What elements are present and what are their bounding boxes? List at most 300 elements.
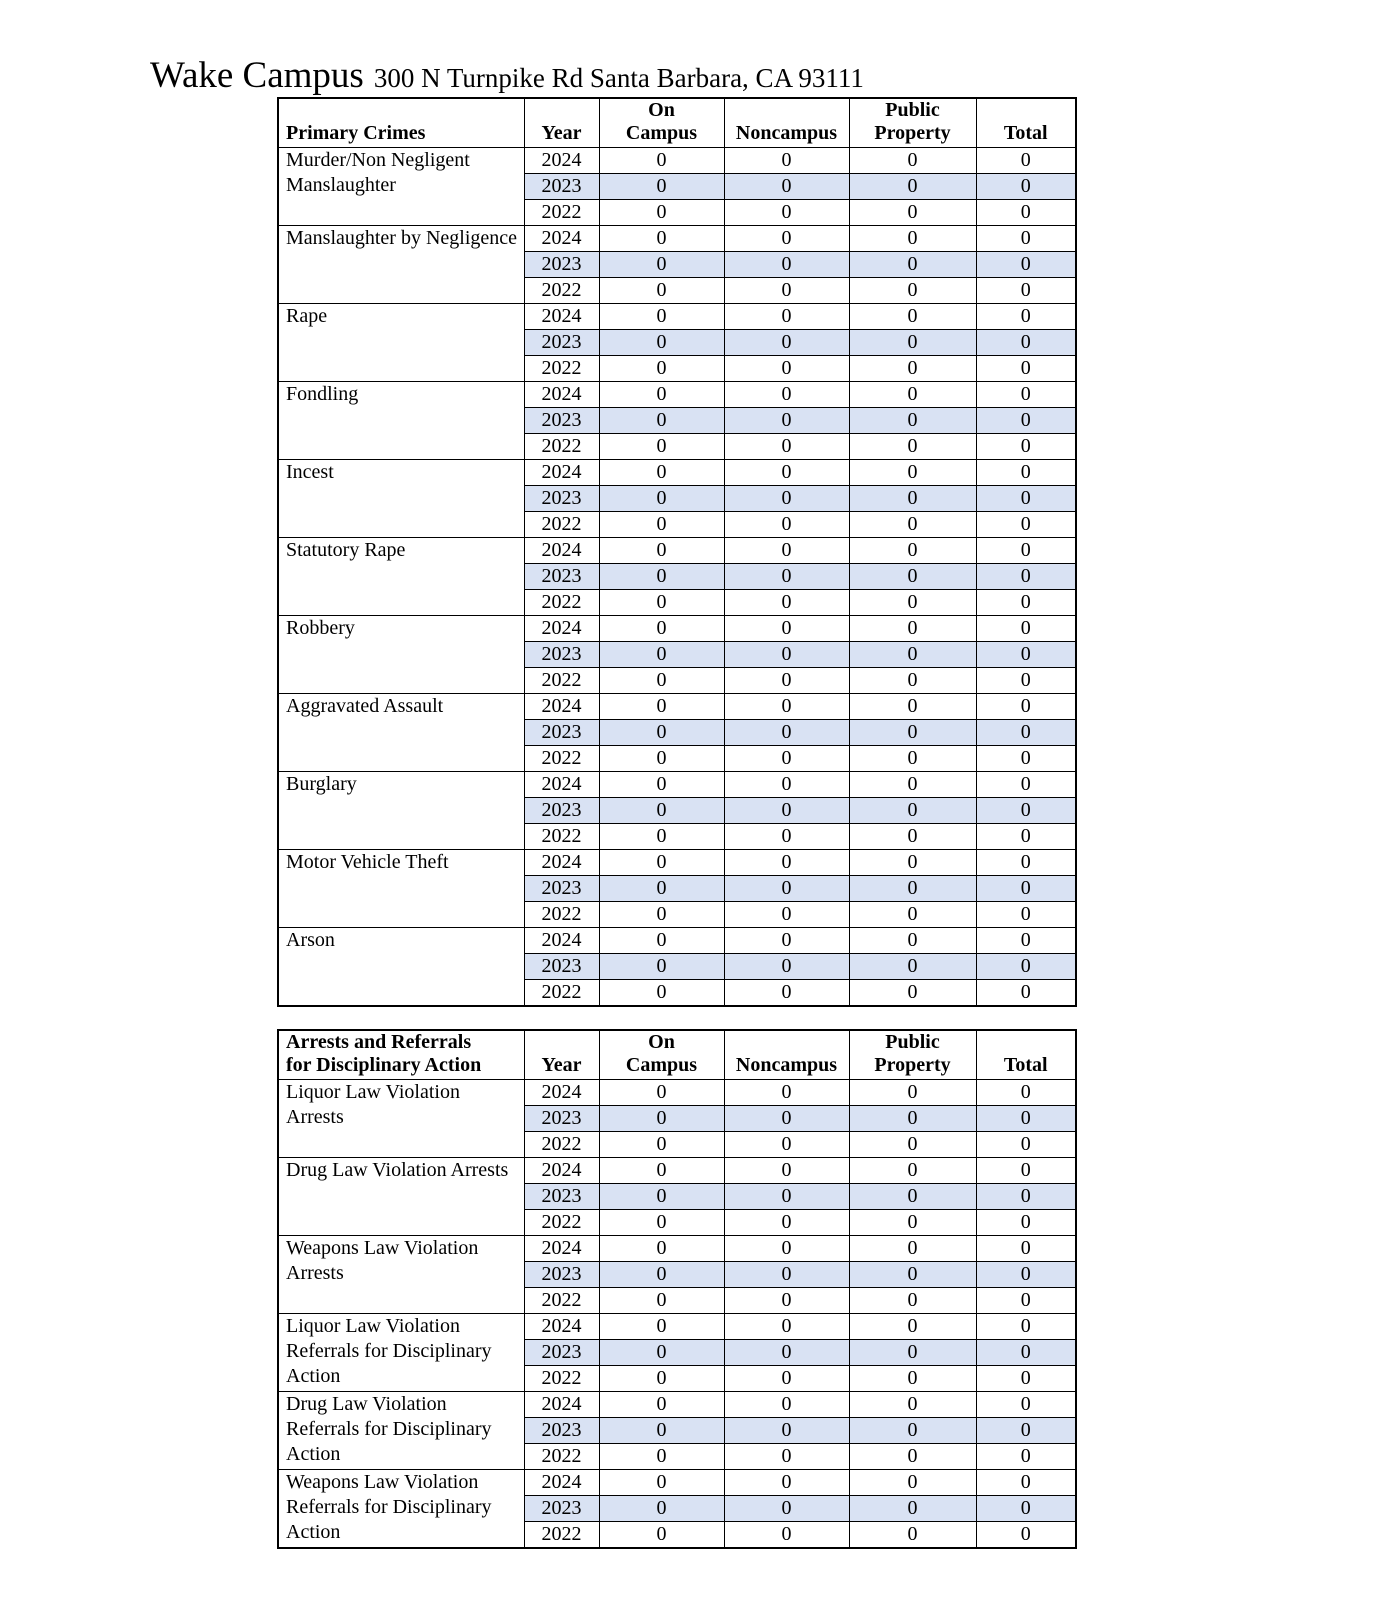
on-campus-cell: 0 — [599, 902, 724, 928]
public-property-cell: 0 — [849, 824, 976, 850]
noncampus-cell: 0 — [724, 1522, 849, 1549]
on-campus-cell: 0 — [599, 226, 724, 252]
year-cell: 2023 — [524, 876, 599, 902]
public-property-cell: 0 — [849, 1444, 976, 1470]
column-header-on-campus — [599, 98, 724, 148]
total-cell: 0 — [976, 928, 1076, 954]
year-cell: 2024 — [524, 460, 599, 486]
year-cell: 2024 — [524, 1392, 599, 1418]
on-campus-cell: 0 — [599, 954, 724, 980]
data-row — [278, 850, 1076, 876]
on-campus-cell: 0 — [599, 356, 724, 382]
noncampus-cell: 0 — [724, 1158, 849, 1184]
on-campus-cell: 0 — [599, 1106, 724, 1132]
primary-crimes-table — [277, 97, 1077, 1007]
noncampus-cell: 0 — [724, 668, 849, 694]
year-cell: 2022 — [524, 1444, 599, 1470]
public-property-cell: 0 — [849, 1080, 976, 1106]
on-campus-cell: 0 — [599, 928, 724, 954]
data-row — [278, 538, 1076, 564]
total-cell: 0 — [976, 1522, 1076, 1549]
total-cell: 0 — [976, 252, 1076, 278]
year-cell: 2022 — [524, 1366, 599, 1392]
header-line: Property — [874, 1054, 951, 1076]
total-cell: 0 — [976, 538, 1076, 564]
public-property-cell: 0 — [849, 1210, 976, 1236]
year-cell: 2024 — [524, 1236, 599, 1262]
total-cell: 0 — [976, 642, 1076, 668]
noncampus-cell: 0 — [724, 928, 849, 954]
total-cell: 0 — [976, 1236, 1076, 1262]
total-cell: 0 — [976, 486, 1076, 512]
public-property-cell: 0 — [849, 850, 976, 876]
public-property-cell: 0 — [849, 174, 976, 200]
public-property-cell: 0 — [849, 330, 976, 356]
noncampus-cell: 0 — [724, 1444, 849, 1470]
public-property-cell: 0 — [849, 200, 976, 226]
noncampus-cell: 0 — [724, 460, 849, 486]
noncampus-cell: 0 — [724, 1366, 849, 1392]
total-cell: 0 — [976, 330, 1076, 356]
on-campus-cell: 0 — [599, 1158, 724, 1184]
public-property-cell: 0 — [849, 1314, 976, 1340]
total-cell: 0 — [976, 1288, 1076, 1314]
on-campus-cell: 0 — [599, 200, 724, 226]
noncampus-cell: 0 — [724, 1314, 849, 1340]
on-campus-cell: 0 — [599, 252, 724, 278]
noncampus-cell: 0 — [724, 772, 849, 798]
total-cell: 0 — [976, 1366, 1076, 1392]
on-campus-cell: 0 — [599, 1184, 724, 1210]
year-cell: 2022 — [524, 980, 599, 1007]
year-cell: 2024 — [524, 928, 599, 954]
year-cell: 2022 — [524, 1132, 599, 1158]
year-cell: 2023 — [524, 1262, 599, 1288]
public-property-cell: 0 — [849, 226, 976, 252]
category-cell: Statutory Rape — [278, 538, 524, 616]
year-cell: 2024 — [524, 1470, 599, 1496]
header-line: Property — [874, 122, 951, 144]
total-cell: 0 — [976, 1106, 1076, 1132]
public-property-cell: 0 — [849, 252, 976, 278]
total-cell: 0 — [976, 382, 1076, 408]
public-property-cell: 0 — [849, 304, 976, 330]
noncampus-cell: 0 — [724, 642, 849, 668]
public-property-cell: 0 — [849, 590, 976, 616]
public-property-cell: 0 — [849, 1340, 976, 1366]
year-cell: 2023 — [524, 1496, 599, 1522]
year-cell: 2023 — [524, 174, 599, 200]
year-cell: 2022 — [524, 278, 599, 304]
noncampus-cell: 0 — [724, 434, 849, 460]
on-campus-cell: 0 — [599, 720, 724, 746]
on-campus-cell: 0 — [599, 772, 724, 798]
column-header-on-campus — [599, 1030, 724, 1080]
header-row — [278, 1030, 1076, 1080]
total-cell: 0 — [976, 278, 1076, 304]
data-row — [278, 148, 1076, 174]
on-campus-cell: 0 — [599, 174, 724, 200]
public-property-cell: 0 — [849, 954, 976, 980]
header-line: Noncampus — [735, 1054, 838, 1076]
noncampus-cell: 0 — [724, 304, 849, 330]
total-cell: 0 — [976, 356, 1076, 382]
on-campus-cell: 0 — [599, 1262, 724, 1288]
noncampus-cell: 0 — [724, 1340, 849, 1366]
year-cell: 2022 — [524, 590, 599, 616]
public-property-cell: 0 — [849, 486, 976, 512]
noncampus-cell: 0 — [724, 1262, 849, 1288]
public-property-cell: 0 — [849, 1158, 976, 1184]
noncampus-cell: 0 — [724, 1288, 849, 1314]
noncampus-cell: 0 — [724, 746, 849, 772]
public-property-cell: 0 — [849, 616, 976, 642]
document-page — [0, 54, 1374, 1549]
noncampus-cell: 0 — [724, 512, 849, 538]
on-campus-cell: 0 — [599, 382, 724, 408]
on-campus-cell: 0 — [599, 1314, 724, 1340]
year-cell: 2024 — [524, 850, 599, 876]
noncampus-cell: 0 — [724, 590, 849, 616]
total-cell: 0 — [976, 1262, 1076, 1288]
on-campus-cell: 0 — [599, 798, 724, 824]
data-row — [278, 460, 1076, 486]
noncampus-cell: 0 — [724, 278, 849, 304]
on-campus-cell: 0 — [599, 148, 724, 174]
on-campus-cell: 0 — [599, 1210, 724, 1236]
public-property-cell: 0 — [849, 876, 976, 902]
column-header-noncampus — [724, 98, 849, 148]
total-cell: 0 — [976, 980, 1076, 1007]
total-cell: 0 — [976, 460, 1076, 486]
header-line: Public — [885, 1031, 940, 1053]
data-row — [278, 1314, 1076, 1340]
year-cell: 2022 — [524, 200, 599, 226]
year-cell: 2023 — [524, 330, 599, 356]
year-cell: 2023 — [524, 252, 599, 278]
header-line: Public — [885, 99, 940, 121]
year-cell: 2024 — [524, 226, 599, 252]
total-cell: 0 — [976, 954, 1076, 980]
total-cell: 0 — [976, 200, 1076, 226]
total-cell: 0 — [976, 590, 1076, 616]
table-header — [278, 1030, 1076, 1080]
total-cell: 0 — [976, 1132, 1076, 1158]
category-cell: Fondling — [278, 382, 524, 460]
year-cell: 2024 — [524, 694, 599, 720]
on-campus-cell: 0 — [599, 876, 724, 902]
data-row — [278, 1080, 1076, 1106]
total-cell: 0 — [976, 1080, 1076, 1106]
category-cell: Liquor Law Violation Referrals for Disciplinary Action — [278, 1314, 524, 1392]
on-campus-cell: 0 — [599, 538, 724, 564]
total-cell: 0 — [976, 174, 1076, 200]
category-cell: Burglary — [278, 772, 524, 850]
column-header-total — [976, 98, 1076, 148]
campus-name: Wake Campus — [150, 55, 364, 96]
category-cell: Manslaughter by Negligence — [278, 226, 524, 304]
category-cell: Rape — [278, 304, 524, 382]
noncampus-cell: 0 — [724, 408, 849, 434]
public-property-cell: 0 — [849, 720, 976, 746]
public-property-cell: 0 — [849, 1288, 976, 1314]
noncampus-cell: 0 — [724, 902, 849, 928]
header-line: Noncampus — [735, 122, 838, 144]
noncampus-cell: 0 — [724, 850, 849, 876]
data-row — [278, 1392, 1076, 1418]
noncampus-cell: 0 — [724, 1392, 849, 1418]
noncampus-cell: 0 — [724, 694, 849, 720]
noncampus-cell: 0 — [724, 1080, 849, 1106]
total-cell: 0 — [976, 512, 1076, 538]
header-line: Year — [541, 122, 582, 144]
total-cell: 0 — [976, 668, 1076, 694]
total-cell: 0 — [976, 616, 1076, 642]
data-row — [278, 694, 1076, 720]
public-property-cell: 0 — [849, 1184, 976, 1210]
category-cell: Liquor Law Violation Arrests — [278, 1080, 524, 1158]
header-line: Total — [1003, 1054, 1048, 1076]
on-campus-cell: 0 — [599, 330, 724, 356]
on-campus-cell: 0 — [599, 1470, 724, 1496]
header-line: Campus — [625, 1054, 698, 1076]
public-property-cell: 0 — [849, 278, 976, 304]
public-property-cell: 0 — [849, 564, 976, 590]
noncampus-cell: 0 — [724, 1106, 849, 1132]
total-cell: 0 — [976, 1418, 1076, 1444]
public-property-cell: 0 — [849, 902, 976, 928]
on-campus-cell: 0 — [599, 486, 724, 512]
on-campus-cell: 0 — [599, 1392, 724, 1418]
category-cell: Aggravated Assault — [278, 694, 524, 772]
public-property-cell: 0 — [849, 356, 976, 382]
year-cell: 2022 — [524, 746, 599, 772]
category-cell: Drug Law Violation Referrals for Disciplinary Action — [278, 1392, 524, 1470]
arrests-referrals-table — [277, 1029, 1077, 1549]
on-campus-cell: 0 — [599, 642, 724, 668]
noncampus-cell: 0 — [724, 1470, 849, 1496]
noncampus-cell: 0 — [724, 876, 849, 902]
column-header-category — [278, 98, 524, 148]
noncampus-cell: 0 — [724, 1418, 849, 1444]
data-row — [278, 616, 1076, 642]
total-cell: 0 — [976, 1340, 1076, 1366]
total-cell: 0 — [976, 1210, 1076, 1236]
total-cell: 0 — [976, 1314, 1076, 1340]
header-line: Arrests and Referrals — [286, 1031, 472, 1053]
on-campus-cell: 0 — [599, 1236, 724, 1262]
year-cell: 2023 — [524, 954, 599, 980]
data-row — [278, 772, 1076, 798]
on-campus-cell: 0 — [599, 1288, 724, 1314]
noncampus-cell: 0 — [724, 356, 849, 382]
year-cell: 2024 — [524, 538, 599, 564]
year-cell: 2024 — [524, 382, 599, 408]
on-campus-cell: 0 — [599, 824, 724, 850]
total-cell: 0 — [976, 876, 1076, 902]
on-campus-cell: 0 — [599, 460, 724, 486]
category-cell: Drug Law Violation Arrests — [278, 1158, 524, 1236]
noncampus-cell: 0 — [724, 174, 849, 200]
category-cell: Robbery — [278, 616, 524, 694]
public-property-cell: 0 — [849, 408, 976, 434]
noncampus-cell: 0 — [724, 148, 849, 174]
year-cell: 2024 — [524, 1080, 599, 1106]
public-property-cell: 0 — [849, 928, 976, 954]
total-cell: 0 — [976, 408, 1076, 434]
public-property-cell: 0 — [849, 1236, 976, 1262]
year-cell: 2022 — [524, 1522, 599, 1549]
public-property-cell: 0 — [849, 1418, 976, 1444]
year-cell: 2024 — [524, 304, 599, 330]
public-property-cell: 0 — [849, 434, 976, 460]
public-property-cell: 0 — [849, 1106, 976, 1132]
total-cell: 0 — [976, 720, 1076, 746]
header-row — [278, 98, 1076, 148]
public-property-cell: 0 — [849, 382, 976, 408]
year-cell: 2022 — [524, 1288, 599, 1314]
column-header-public-property — [849, 98, 976, 148]
total-cell: 0 — [976, 746, 1076, 772]
column-header-year — [524, 98, 599, 148]
year-cell: 2024 — [524, 772, 599, 798]
header-line: Year — [541, 1054, 582, 1076]
noncampus-cell: 0 — [724, 1210, 849, 1236]
total-cell: 0 — [976, 226, 1076, 252]
category-cell: Arson — [278, 928, 524, 1007]
public-property-cell: 0 — [849, 1522, 976, 1549]
campus-address: 300 N Turnpike Rd Santa Barbara, CA 93111 — [373, 63, 864, 93]
year-cell: 2023 — [524, 1340, 599, 1366]
on-campus-cell: 0 — [599, 512, 724, 538]
year-cell: 2024 — [524, 1158, 599, 1184]
noncampus-cell: 0 — [724, 330, 849, 356]
noncampus-cell: 0 — [724, 1236, 849, 1262]
on-campus-cell: 0 — [599, 278, 724, 304]
total-cell: 0 — [976, 1158, 1076, 1184]
noncampus-cell: 0 — [724, 226, 849, 252]
table-header — [278, 98, 1076, 148]
year-cell: 2022 — [524, 512, 599, 538]
public-property-cell: 0 — [849, 668, 976, 694]
total-cell: 0 — [976, 148, 1076, 174]
header-line: On — [648, 99, 675, 121]
public-property-cell: 0 — [849, 512, 976, 538]
year-cell: 2022 — [524, 668, 599, 694]
header-line: On — [648, 1031, 675, 1053]
total-cell: 0 — [976, 1496, 1076, 1522]
noncampus-cell: 0 — [724, 980, 849, 1007]
year-cell: 2023 — [524, 408, 599, 434]
year-cell: 2023 — [524, 486, 599, 512]
column-header-total — [976, 1030, 1076, 1080]
header-line: Campus — [625, 122, 698, 144]
on-campus-cell: 0 — [599, 1080, 724, 1106]
on-campus-cell: 0 — [599, 1522, 724, 1549]
noncampus-cell: 0 — [724, 486, 849, 512]
public-property-cell: 0 — [849, 694, 976, 720]
total-cell: 0 — [976, 564, 1076, 590]
total-cell: 0 — [976, 434, 1076, 460]
noncampus-cell: 0 — [724, 616, 849, 642]
public-property-cell: 0 — [849, 746, 976, 772]
public-property-cell: 0 — [849, 148, 976, 174]
total-cell: 0 — [976, 304, 1076, 330]
on-campus-cell: 0 — [599, 616, 724, 642]
on-campus-cell: 0 — [599, 1496, 724, 1522]
public-property-cell: 0 — [849, 1392, 976, 1418]
year-cell: 2023 — [524, 798, 599, 824]
year-cell: 2023 — [524, 564, 599, 590]
data-row — [278, 1236, 1076, 1262]
total-cell: 0 — [976, 772, 1076, 798]
data-row — [278, 226, 1076, 252]
category-cell: Weapons Law Violation Referrals for Disciplinary Action — [278, 1470, 524, 1549]
column-header-public-property — [849, 1030, 976, 1080]
year-cell: 2023 — [524, 720, 599, 746]
year-cell: 2022 — [524, 902, 599, 928]
public-property-cell: 0 — [849, 1366, 976, 1392]
category-cell: Incest — [278, 460, 524, 538]
noncampus-cell: 0 — [724, 538, 849, 564]
on-campus-cell: 0 — [599, 746, 724, 772]
public-property-cell: 0 — [849, 1496, 976, 1522]
public-property-cell: 0 — [849, 1470, 976, 1496]
noncampus-cell: 0 — [724, 1184, 849, 1210]
total-cell: 0 — [976, 1392, 1076, 1418]
year-cell: 2023 — [524, 642, 599, 668]
year-cell: 2024 — [524, 148, 599, 174]
public-property-cell: 0 — [849, 772, 976, 798]
data-row — [278, 304, 1076, 330]
public-property-cell: 0 — [849, 1132, 976, 1158]
total-cell: 0 — [976, 824, 1076, 850]
year-cell: 2024 — [524, 616, 599, 642]
on-campus-cell: 0 — [599, 668, 724, 694]
on-campus-cell: 0 — [599, 408, 724, 434]
on-campus-cell: 0 — [599, 1132, 724, 1158]
on-campus-cell: 0 — [599, 590, 724, 616]
noncampus-cell: 0 — [724, 200, 849, 226]
total-cell: 0 — [976, 798, 1076, 824]
public-property-cell: 0 — [849, 460, 976, 486]
total-cell: 0 — [976, 1184, 1076, 1210]
data-row — [278, 1470, 1076, 1496]
column-header-category — [278, 1030, 524, 1080]
total-cell: 0 — [976, 1444, 1076, 1470]
total-cell: 0 — [976, 902, 1076, 928]
on-campus-cell: 0 — [599, 1418, 724, 1444]
public-property-cell: 0 — [849, 798, 976, 824]
year-cell: 2023 — [524, 1106, 599, 1132]
year-cell: 2022 — [524, 1210, 599, 1236]
public-property-cell: 0 — [849, 642, 976, 668]
on-campus-cell: 0 — [599, 434, 724, 460]
noncampus-cell: 0 — [724, 564, 849, 590]
year-cell: 2023 — [524, 1184, 599, 1210]
on-campus-cell: 0 — [599, 1444, 724, 1470]
category-cell: Motor Vehicle Theft — [278, 850, 524, 928]
total-cell: 0 — [976, 1470, 1076, 1496]
category-cell: Weapons Law Violation Arrests — [278, 1236, 524, 1314]
noncampus-cell: 0 — [724, 1132, 849, 1158]
noncampus-cell: 0 — [724, 252, 849, 278]
year-cell: 2023 — [524, 1418, 599, 1444]
data-row — [278, 1158, 1076, 1184]
header-line: Total — [1003, 122, 1048, 144]
on-campus-cell: 0 — [599, 694, 724, 720]
total-cell: 0 — [976, 694, 1076, 720]
